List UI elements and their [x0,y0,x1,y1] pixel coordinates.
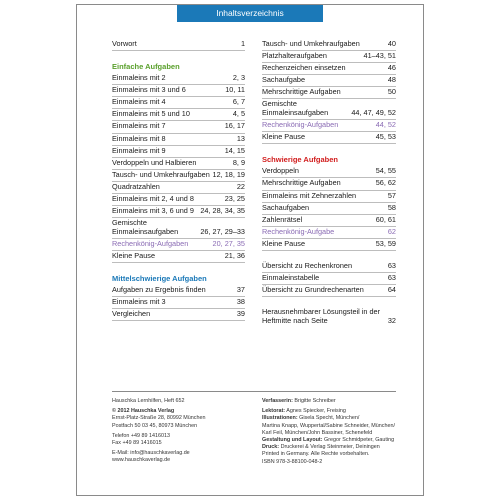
toc-entry-page: 21, 36 [224,251,245,260]
toc-entry[interactable] [112,297,245,309]
toc-entry-page: 2, 3 [232,73,245,83]
design-value: Gregor Schmidpeter, Gauting [324,437,395,444]
toc-entry-label: Tausch- und Umkehraufgaben [262,39,360,48]
author-label: Verfasserin: [262,398,293,404]
toc-entry-page: 41–43, 51 [363,51,396,61]
editor-value: Agnes Spiecker, Freising [286,408,346,415]
toc-entry-page: 40 [387,39,396,48]
toc-entry-label: Verdoppeln [262,166,299,176]
toc-entry-label: Vorwort [112,39,137,48]
toc-entry-label: Sachaufgaben [262,202,310,212]
toc-entry[interactable] [112,146,245,158]
toc-entry-page: 44, 47, 49, 52 [351,108,396,118]
imprint-right [262,398,402,466]
toc-entry[interactable] [112,285,245,297]
toc-entry[interactable] [112,206,245,218]
print-label: Druck: [262,444,280,451]
toc-entry[interactable] [262,75,396,87]
toc-entry-label: Platzhalteraufgaben [262,51,327,61]
toc-entry-page: 20, 27, 35 [212,238,245,248]
address-line: Postfach 50 03 45, 80973 München [112,422,198,429]
illustrations-value: Martina Knapp, Wuppertal/Sabine Schneider, München/ [262,422,395,429]
toc-entry-label: Sachaufgabe [262,75,306,85]
toc-entry[interactable] [262,87,396,99]
toc-entry-page: 32 [387,315,396,325]
toc-entry-label: Einmaleins mit 8 [112,133,166,143]
toc-entry-page: 13 [236,133,245,143]
toc-entry[interactable] [112,85,245,97]
toc-entry-page: 14, 15 [224,145,245,155]
toc-entry-page: 10, 11 [225,85,245,95]
imprint-left [112,398,252,465]
toc-entry-rechenkoenig[interactable] [112,239,245,251]
toc-entry-page: 50 [387,87,396,97]
toc-entry-page: 63 [387,273,396,283]
toc-entry-page: 39 [236,309,245,319]
toc-entry-label: Einmaleins mit 7 [112,121,166,131]
toc-entry-label: Gemischte Einmaleinsaufgaben [262,99,329,118]
toc-entry-page: 58 [387,202,396,212]
toc-entry-label: Einmaleins mit 3, 6 und 9 [112,206,194,216]
email-link[interactable]: E-Mail: info@hauschkaverlag.de [112,450,190,457]
fax-line: Fax +49 89 1416015 [112,440,162,447]
toc-entry-label: Vergleichen [112,309,151,319]
toc-entry[interactable] [262,261,396,273]
toc-entry-label: Mehrschrittige Aufgaben [262,178,341,188]
toc-entry-label: Übersicht zu Rechenkronen [262,261,353,270]
toc-entry[interactable] [262,215,396,227]
toc-entry-label: Einmaleins mit Zehnerzahlen [262,190,357,200]
section-title-einfache: Einfache Aufgaben [112,62,180,72]
toc-entry-rechenkoenig[interactable] [262,227,396,239]
spacer [262,297,396,307]
address-line: Ernst-Platz-Straße 28, 80992 München [112,415,206,422]
toc-entry-label: Einmaleins mit 2, 4 und 8 [112,194,194,204]
toc-entry[interactable] [112,309,245,321]
toc-entry-page: 38 [236,297,245,307]
toc-entry-label: Herausnehmbarer Lösungsteil in der Heftmitte nach Seite [262,307,381,325]
toc-entry-label: Übersicht zu Grundrechenarten [262,285,364,295]
toc-entry[interactable] [262,51,396,63]
phone-line: Telefon +49 89 1416013 [112,432,171,439]
book-page [76,4,424,496]
toc-entry[interactable] [262,191,396,203]
toc-entry[interactable] [112,194,245,206]
toc-entry-solution[interactable] [262,307,396,327]
toc-entry-label: Verdoppeln und Halbieren [112,157,197,167]
toc-entry-label: Aufgaben zu Ergebnis finden [112,285,206,295]
toc-entry-label: Einmaleins mit 3 und 6 [112,85,186,95]
toc-entry[interactable] [112,134,245,146]
toc-entry[interactable] [112,182,245,194]
toc-entry[interactable] [112,218,245,239]
toc-entry[interactable] [262,178,396,190]
toc-entry-page: 8, 9 [232,157,245,167]
page-title: Inhaltsverzeichnis [177,5,323,22]
design-label: Gestaltung und Layout: [262,437,323,444]
toc-entry[interactable] [112,121,245,133]
toc-entry-label: Einmaleins mit 2 [112,73,166,83]
toc-entry-label: Rechenkönig-Aufgabe [262,226,335,236]
section-title-schwierig: Schwierige Aufgaben [262,155,338,165]
toc-entry-label: Kleine Pause [262,238,306,248]
toc-entry-page: 57 [387,190,396,200]
toc-entry-rechenkoenig[interactable] [262,120,396,132]
toc-entry-label: Mehrschrittige Aufgaben [262,87,341,97]
series-line: Hauschka Lernhilfen, Heft 652 [112,398,185,404]
toc-entry-label: Tausch- und Umkehraufgaben [112,169,210,179]
toc-entry[interactable] [262,63,396,75]
toc-entry-label: Kleine Pause [112,251,156,260]
toc-entry-label: Zahlenrätsel [262,214,303,224]
toc-entry[interactable] [262,132,396,144]
author-value: Brigitte Schreiber [294,398,336,404]
illustrations-value: Gisela Specht, München/ [299,415,360,422]
isbn-line: ISBN 978-3-88100-048-2 [262,458,323,465]
toc-entry[interactable] [112,97,245,109]
toc-entry[interactable] [112,109,245,121]
editor-label: Lektorat: [262,408,286,415]
footer-divider [112,391,396,392]
toc-entry-page: 44, 52 [375,120,396,130]
toc-entry[interactable] [262,273,396,285]
toc-entry-label: Einmaleins mit 3 [112,297,166,307]
toc-entry-page: 54, 55 [375,166,396,176]
toc-entry-page: 6, 7 [232,97,245,107]
toc-entry[interactable] [112,170,245,182]
toc-entry[interactable] [262,285,396,297]
toc-entry-page: 48 [387,75,396,85]
toc-entry[interactable] [262,203,396,215]
toc-entry-page: 26, 27, 29–33 [200,226,245,236]
toc-entry-label: Rechenzeichen einsetzen [262,63,346,73]
toc-entry-page: 22 [236,181,245,191]
toc-entry-label: Kleine Pause [262,132,306,142]
rights-line: Printed in Germany. Alle Rechte vorbehalten. [262,451,370,458]
toc-entry-page: 64 [387,285,396,295]
toc-entry-page: 37 [236,285,245,295]
toc-entry[interactable] [112,39,245,51]
toc-entry-page: 45, 53 [375,132,396,142]
toc-entry-page: 16, 17 [224,121,245,131]
toc-entry-page: 1 [240,39,245,48]
toc-entry-page: 4, 5 [232,109,245,119]
toc-entry-page: 46 [387,63,396,73]
toc-entry[interactable] [262,39,396,51]
print-value: Druckerei & Verlag Steinmeier, Deiningen [280,444,380,451]
toc-entry-label: Einmaleinstabelle [262,273,320,283]
copyright-line: © 2012 Hauschka Verlag [112,408,175,415]
illustrations-value: Karl Feil, München/John Bassiner, Schenefeld [262,429,373,436]
toc-entry-label: Quadratzahlen [112,181,160,191]
toc-entry-page: 63 [387,261,396,270]
toc-entry[interactable] [262,239,396,251]
toc-entry-page: 56, 62 [375,178,396,188]
section-title-mittel: Mittelschwierige Aufgaben [112,274,207,284]
website-link[interactable]: www.hauschkaverlag.de [112,457,171,464]
toc-right-column [262,39,396,327]
toc-entry-label: Rechenkönig-Aufgaben [262,120,339,130]
toc-entry-label: Einmaleins mit 5 und 10 [112,109,190,119]
toc-entry-page: 53, 59 [375,238,396,248]
toc-entry-page: 62 [387,226,396,236]
toc-entry-page: 60, 61 [375,214,396,224]
toc-entry-label: Gemischte Einmaleinsaufgaben [112,218,179,236]
toc-entry[interactable] [112,158,245,170]
toc-entry-label: Rechenkönig-Aufgaben [112,238,189,248]
toc-left-column [112,39,245,321]
toc-entry-page: 12, 18, 19 [212,169,245,179]
toc-entry[interactable] [262,166,396,178]
toc-entry[interactable] [112,251,245,263]
spacer [262,251,396,261]
toc-entry-label: Einmaleins mit 4 [112,97,166,107]
toc-entry-page: 24, 28, 34, 35 [200,206,245,216]
toc-entry-page: 23, 25 [224,194,245,204]
toc-entry[interactable] [112,73,245,85]
toc-entry-label: Einmaleins mit 9 [112,145,166,155]
illustrations-label: Illustrationen: [262,415,298,422]
toc-entry[interactable] [262,99,396,120]
